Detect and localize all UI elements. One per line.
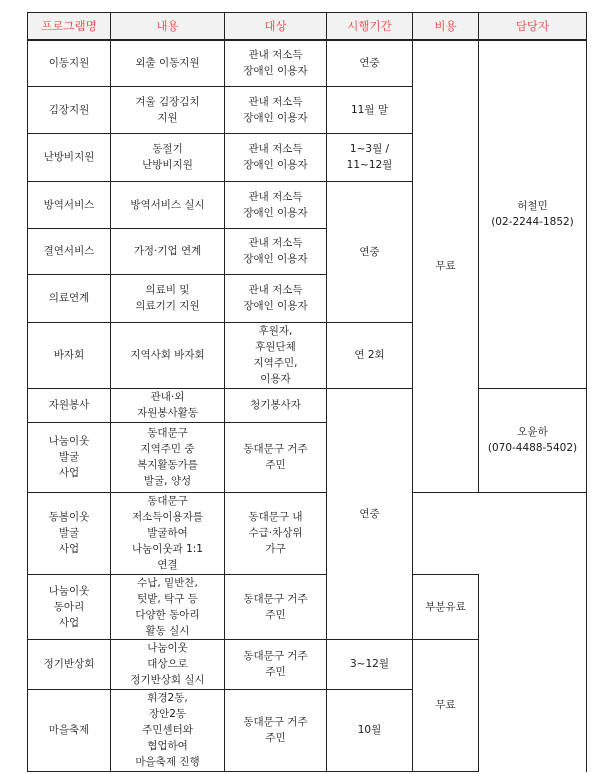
cell-period: 3~12월 [327, 639, 413, 689]
cell-program: 마을축제 [28, 689, 111, 771]
cell-program: 나눔이웃 발굴 사업 [28, 422, 111, 492]
table-row [28, 40, 587, 86]
cell-manager [479, 40, 587, 388]
header-target: 대상 [225, 13, 327, 41]
cell-content: 나눔이웃 대상으로 정기반상회 실시 [111, 639, 225, 689]
cell-content: 동대문구 저소득이용자를 발굴하여 나눔이웃과 1:1 연결 [111, 492, 225, 574]
cell-target: 동대문구 내 수급·차상위 가구 [225, 492, 327, 574]
cell-program: 정기반상회 [28, 639, 111, 689]
header-row [28, 13, 587, 41]
header-program: 프로그램명 [28, 13, 111, 41]
cell-content: 가정·기업 연계 [111, 228, 225, 274]
cell-cost-partial: 부분유료 [413, 574, 479, 639]
cell-target: 관내 저소득 장애인 이용자 [225, 133, 327, 181]
header-manager: 담당자 [479, 13, 587, 41]
cell-period-year: 연중 [327, 181, 413, 322]
header-period: 시행기간 [327, 13, 413, 41]
manager-phone: (02-2244-1852) [491, 216, 574, 229]
cell-content: 방역서비스 실시 [111, 181, 225, 228]
cell-target: 관내 저소득 장애인 이용자 [225, 181, 327, 228]
cell-target: 관내 저소득 장애인 이용자 [225, 86, 327, 133]
cell-cost-free: 무료 [413, 40, 479, 492]
cell-target: 관내 저소득 장애인 이용자 [225, 274, 327, 322]
cell-period: 10월 [327, 689, 413, 771]
header-content: 내용 [111, 13, 225, 41]
cell-content: 동대문구 지역주민 중 복지활동가를 발굴, 양성 [111, 422, 225, 492]
cell-target: 관내 저소득 장애인 이용자 [225, 228, 327, 274]
table-row [28, 639, 587, 689]
cell-program: 동봄이웃 발굴 사업 [28, 492, 111, 574]
header-cost: 비용 [413, 13, 479, 41]
cell-content: 동절기 난방비지원 [111, 133, 225, 181]
cell-program: 자원봉사 [28, 388, 111, 422]
table-row [28, 388, 587, 422]
cell-content: 지역사회 바자회 [111, 322, 225, 388]
cell-cost-free: 무료 [413, 639, 479, 771]
cell-target: 관내 저소득 장애인 이용자 [225, 40, 327, 86]
cell-program: 의료연계 [28, 274, 111, 322]
cell-target: 동대문구 거주 주민 [225, 639, 327, 689]
cell-content: 관내·외 자원봉사활동 [111, 388, 225, 422]
manager-name: 오윤하 [517, 426, 548, 438]
cell-target: 동대문구 거주 주민 [225, 574, 327, 639]
manager-name: 허철민 [517, 200, 548, 213]
table-row [28, 492, 587, 574]
cell-period-year: 연중 [327, 388, 413, 639]
table-row [28, 689, 587, 771]
cell-target: 청기봉사자 [225, 388, 327, 422]
cell-program: 바자회 [28, 322, 111, 388]
cell-program: 방역서비스 [28, 181, 111, 228]
cell-period: 11월 말 [327, 86, 413, 133]
cell-content: 외출 이동지원 [111, 40, 225, 86]
cell-period: 연 2회 [327, 322, 413, 388]
cell-program: 결연서비스 [28, 228, 111, 274]
cell-content: 겨울 김장김치 지원 [111, 86, 225, 133]
cell-content: 휘경2동, 장안2동 주민센터와 협업하여 마을축제 진행 [111, 689, 225, 771]
cell-period-year: 연중 [327, 40, 413, 86]
cell-manager [479, 388, 587, 492]
cell-content: 의료비 및 의료기기 지원 [111, 274, 225, 322]
manager-phone: (070-4488-5402) [487, 442, 578, 454]
program-table [27, 12, 587, 772]
cell-target: 후원자, 후원단체 지역주민, 이용자 [225, 322, 327, 388]
cell-content: 수납, 밑반찬, 텃밭, 탁구 등 다양한 동아리 활동 실시 [111, 574, 225, 639]
cell-program: 이동지원 [28, 40, 111, 86]
cell-program: 김장지원 [28, 86, 111, 133]
table-row [28, 574, 587, 639]
cell-target: 동대문구 거주 주민 [225, 689, 327, 771]
cell-program: 나눔이웃 동아리 사업 [28, 574, 111, 639]
cell-period: 1~3월 / 11~12월 [327, 133, 413, 181]
cell-target: 동대문구 거주 주민 [225, 422, 327, 492]
cell-program: 난방비지원 [28, 133, 111, 181]
